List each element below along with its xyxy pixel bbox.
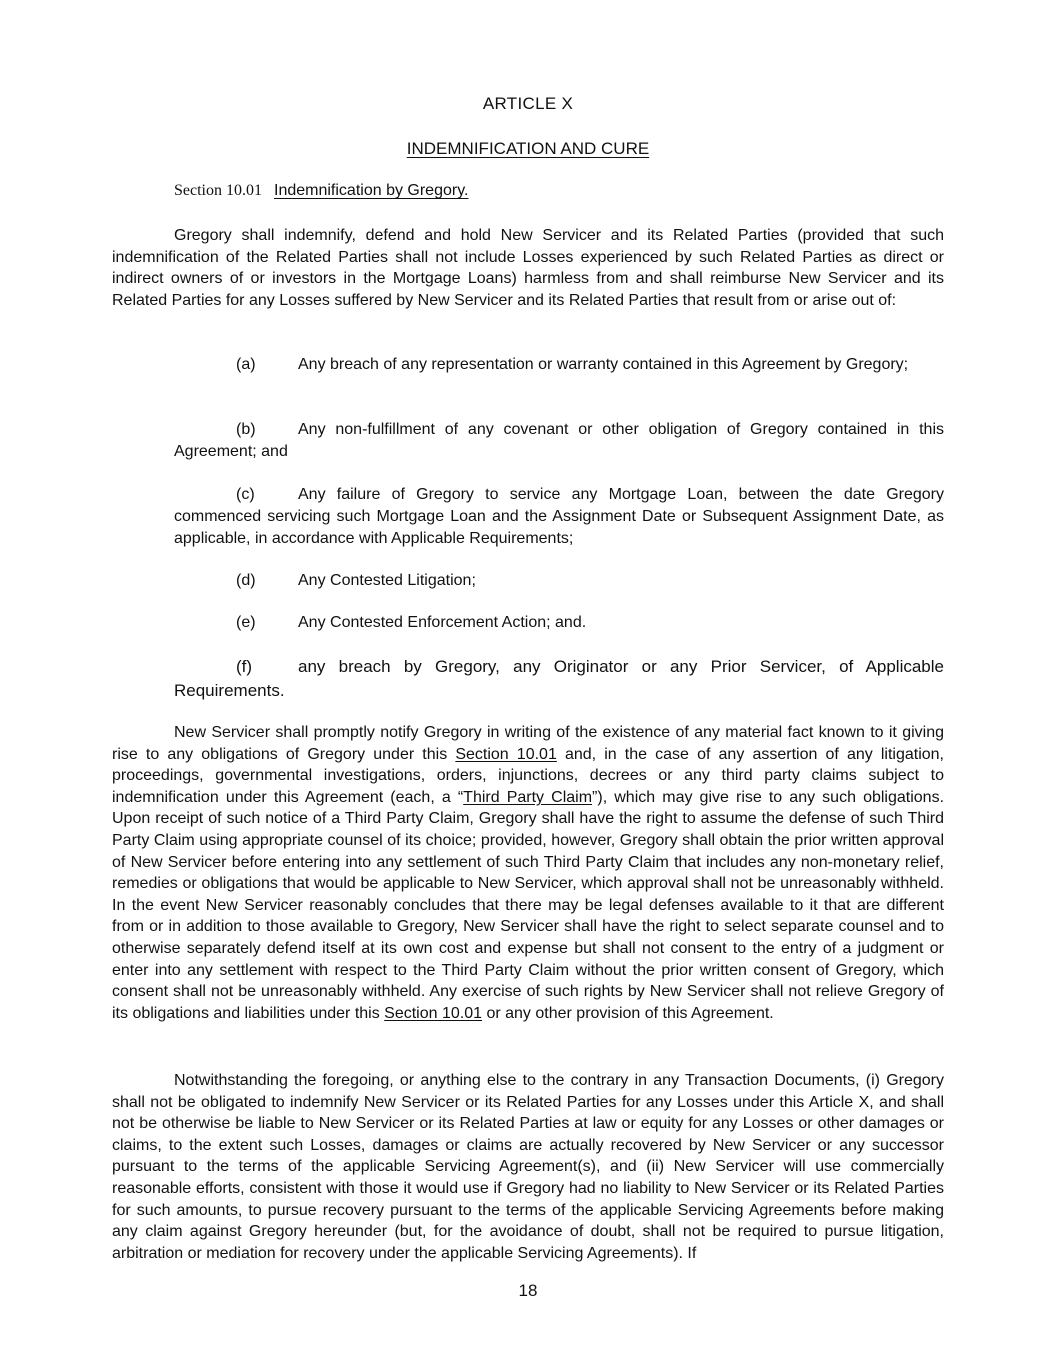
list-item-text: Any non-fulfillment of any covenant or other obligation of Gregory contained in this Agreement; and — [174, 421, 944, 460]
list-item — [174, 354, 944, 376]
notice-text: or any other provision of this Agreement. — [482, 1004, 774, 1022]
list-item-text: Any failure of Gregory to service any Mortgage Loan, between the date Gregory commenced servicing such Mortgage Loan and the Assignment Date or Subsequent Assignment Date, as applicable, in accordance with Applicable Requirements; — [174, 486, 944, 547]
list-item-label: (d) — [236, 572, 256, 589]
section-reference: Section 10.01 — [384, 1004, 483, 1022]
list-item-label: (f) — [236, 657, 253, 676]
list-item-text: Any Contested Enforcement Action; and. — [298, 614, 587, 631]
notice-text: ”), which may give rise to any such obligations. Upon receipt of such notice of a Third Party Claim, Gregory shall have the right to assume the defense of such Third Party Claim using appropriate counsel of its choice; provided, however, Gregory shall obtain the prior written approval of New Servicer before entering into any settlement of such Third Party Claim that includes any non-monetary relief, remedies or obligations that would be applicable to New Servicer, which approval shall not be unreasonably withheld. In the event New Servicer reasonably concludes that there may be legal defenses available to it that are different from or in addition to those available to Gregory, New Servicer shall have the right to select separate counsel and to otherwise separately defend itself at its own cost and expense but shall not consent to the entry of a judgment or enter into any settlement with respect to the Third Party Claim without the prior written consent of Gregory, which consent shall not be unreasonably withheld. Any exercise of such rights by New Servicer shall not relieve Gregory of its obligations and liabilities under this — [112, 788, 945, 1022]
list-item — [174, 570, 944, 592]
list-item — [174, 419, 944, 463]
page-number: 18 — [518, 1281, 538, 1300]
notice-text: New Servicer shall promptly notify Gregory in writing of the existence of any material fact known to it giving rise to any obligations of Gregory under this — [112, 724, 944, 763]
intro-paragraph: Gregory shall indemnify, defend and hold New Servicer and its Related Parties (provided that such indemnification of the Related Parties shall not include Losses experienced by such Related Parties as direct or indirect owners of or investors in the Mortgage Loans) harmless from and shall reimburse New Servicer and its Related Parties for any Losses suffered by New Servicer and its Related Parties that result from or arise out of: — [112, 227, 944, 309]
list-item-text: any breach by Gregory, any Originator or any Prior Servicer, of Applicable Requirements. — [174, 657, 944, 700]
list-item — [174, 655, 944, 703]
list-item-text: Any breach of any representation or warranty contained in this Agreement by Gregory; — [298, 356, 909, 373]
article-subtitle: INDEMNIFICATION AND CURE — [406, 139, 650, 158]
list-item-label: (a) — [236, 356, 256, 373]
list-item-label: (e) — [236, 614, 256, 631]
list-item-label: (b) — [236, 421, 256, 438]
notice-paragraph — [112, 722, 944, 1024]
list-item — [174, 484, 944, 550]
article-title: ARTICLE X — [482, 94, 574, 113]
notwithstanding-paragraph: Notwithstanding the foregoing, or anything else to the contrary in any Transaction Documents, (i) Gregory shall not be obligated to indemnify New Servicer or its Related Parties for any Losses under this Article X, and shall not be otherwise be liable to New Servicer or its Related Parties at law or equity for any Losses or other damages or claims, to the extent such Losses, damages or claims are actually recovered by New Servicer or any successor pursuant to the terms of the applicable Servicing Agreement(s), and (ii) New Servicer will use commercially reasonable efforts, consistent with those it would use if Gregory had no liability to New Servicer or its Related Parties for such amounts, to pursue recovery pursuant to the terms of the applicable Servicing Agreements before making any claim against Gregory hereunder (but, for the avoidance of doubt, shall not be required to pursue litigation, arbitration or mediation for recovery under the applicable Servicing Agreements). If — [112, 1072, 944, 1262]
notice-text: and, in the case of any assertion of any litigation, proceedings, governmental investigations, orders, injunctions, decrees or any third party claims subject to indemnification under this Agreement (each, a “ — [112, 745, 945, 806]
list-item — [174, 612, 944, 634]
defined-term: Third Party Claim — [463, 788, 593, 806]
list-item-text: Any Contested Litigation; — [298, 572, 476, 589]
section-heading — [174, 182, 468, 200]
section-number: Section 10.01 — [174, 182, 262, 199]
section-title: Indemnification by Gregory. — [274, 182, 469, 199]
section-reference: Section 10.01 — [455, 745, 557, 763]
list-item-label: (c) — [236, 486, 255, 503]
document-page — [112, 0, 944, 1365]
